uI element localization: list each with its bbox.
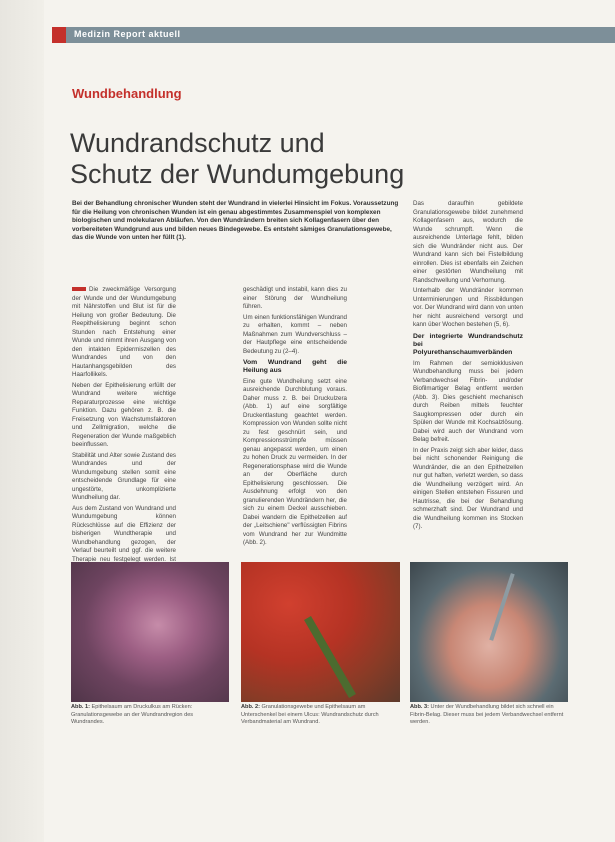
paragraph: Unterhalb der Wundränder kommen Unterminierungen und Rissbildungen vor. Der Wundrand wird dann von unten her nicht ausreichend versorgt und kann über Wochen bestehen (5, 6). [413, 287, 523, 328]
paragraph: Aus dem Zustand von Wundrand und Wundumgebung können Rückschlüsse auf die Effizienz der bisherigen Wundtherapie und Wundbehandlung gezogen, der Verlauf beurteilt und ggf. die weitere Therapie neu festgelegt werden. Ist [72, 504, 176, 563]
photo-detail [304, 616, 356, 698]
title-line-1: Wundrandschutz und [70, 128, 325, 159]
article-lead: Bei der Behandlung chronischer Wunden steht der Wundrand in vielerlei Hinsicht im Fokus. Voraussetzung für die Heilung von chronischen Wunden ist ein genau abgestimmtes Zusammenspiel von komplexen biologischen und molekularen Abläufen. Von den Wundrändern breiten sich Kollagenfasern über den vorbereiteten Wundgrund aus und bilden neues Bindegewebe. Es entsteht sämiges Granulationsgewebe, das die Wunde von unten her füllt (1). [72, 200, 399, 242]
caption-text: Granulationsgewebe und Epithelsaum am Unterschenkel bei einem Ulcus: Wundrandschutz durch Verbandmaterial am Wundrand. [241, 704, 379, 726]
section-kicker: Wundbehandlung [72, 86, 182, 101]
paragraph: Im Rahmen der semiokklusiven Wundbehandlung muss bei jedem Verbandwechsel Fibrin- und/oder Biofilmartiger Belag entfernt werden (Abb. 3). Dies geschieht mechanisch durch Reiben mittels feuchter Saugkompressen oder durch ein Spülen der Wunde mit Kochsalzlösung. Dabei wird auch der Wundrand vom Belag befreit. [413, 359, 523, 444]
caption-label: Abb. 1: [71, 704, 90, 710]
paragraph: Das daraufhin gebildete Granulationsgewebe bildet zunehmend Kollagenfasern aus, wodurch die Wunde schrumpft. Wenn die ausreichende Unterlage fehlt, bilden sich die Wundränder nicht aus. Der Wundrand kann sich bei Fistelbildung einrollen. Dies ist ebenfalls ein Zeichen einer gestörten Wundheilung mit Randschwellung und Verhornung. [413, 200, 523, 284]
caption-text: Unter der Wundbehandlung bildet sich schnell ein Fibrin-Belag. Dieser muss bei jedem Verbandwechsel entfernt werden. [410, 704, 564, 726]
figure-caption-2 [241, 704, 397, 727]
binding-gutter [0, 0, 44, 842]
figure-caption-3 [410, 704, 566, 727]
paragraph-text: Die zweckmäßige Versorgung der Wunde und der Wundumgebung mit Nährstoffen und Blut ist für die Heilung von großer Bedeutung. Die Reepithelisierung beginnt schon Stunden nach Entstehung einer Wunde und nimmt ihren Ausgang von den intakten Epidermiszellen des Wundrandes und von den Hautanhangsgebilden des Haarfollikels. [72, 286, 176, 378]
paragraph: Neben der Epithelisierung erfüllt der Wundrand weitere wichtige Reparaturprozesse eine wichtige Funktion. Dazu gehören z. B. die Freisetzung von Wachstumsfaktoren und Zellmigration, welche die Regeneration der Wunde maßgeblich beeinflussen. [72, 381, 176, 448]
caption-label: Abb. 2: [241, 704, 260, 710]
paragraph: Stabilität und Alter sowie Zustand des Wundrandes und der Wundumgebung stellen somit eine entscheidende Grundlage für eine ungestörte, unkomplizierte Wundheilung dar. [72, 451, 176, 501]
paragraph: Um einen funktionsfähigen Wundrand zu erhalten, kommt – neben Maßnahmen zum Wundverschluss – der Hautpflege eine entscheidende Bedeutung zu (2–4). [243, 313, 347, 355]
text-column-2 [243, 286, 347, 550]
text-column-3 [413, 200, 523, 534]
paragraph [72, 286, 176, 380]
paragraph-start-mark [72, 287, 86, 291]
paragraph: geschädigt und instabil, kann dies zu einer Störung der Wundheilung führen. [243, 286, 347, 310]
subheading: Vom Wundrand geht die Heilung aus [243, 359, 347, 375]
photo-detail [489, 573, 514, 641]
photo-wound-1 [71, 562, 229, 702]
photo-wound-3 [410, 562, 568, 702]
subheading: Der integrierte Wundrandschutz bei Polyurethanschaumverbänden [413, 332, 523, 357]
caption-text: Epithelsaum am Druckulkus am Rücken: Granulationsgewebe an der Wundrandregion des Wundrandes. [71, 704, 194, 726]
title-line-2: Schutz der Wundumgebung [70, 159, 405, 190]
text-column-1 [72, 286, 176, 575]
paragraph: Eine gute Wundheilung setzt eine ausreichende Durchblutung voraus. Daher muss z. B. bei Druckulzera (Abb. 1) auf eine sorgfältige Druckentlastung geachtet werden. Kompression von Wunden sollte nicht zu fest geschnürt sein, und Kompressionsstrümpfe müssen genau angepasst werden, um einen zu hohen Druck zu vermeiden. In der Regenerationsphase wird die Wunde an der Oberfläche durch Epithelisierung geschlossen. Die Ausdehnung erfolgt von den granulierenden Wundrändern her, die sich zu einem Deckel ausschieben. Dabei wandern die Epithelzellen auf der „Leitschiene" verflüssigten Fibrins vom Wundrand her zur Wundmitte (Abb. 2). [243, 377, 347, 547]
rubric-color-mark [52, 27, 66, 43]
caption-label: Abb. 3: [410, 704, 429, 710]
paragraph: In der Praxis zeigt sich aber leider, dass bei nicht schonender Reinigung die Wundränder, die an den Epithelzellen nur gut haften, verletzt werden, so dass die Wundheilung verzögert wird. An einigen Stellen entstehen Fissuren und Hautrisse, die bei der Behandlung schmerzhaft sind. Der Wundrand und die Wundheilung kommen ins Stocken (7). [413, 446, 523, 531]
rubric-label: Medizin Report aktuell [74, 29, 181, 39]
photo-wound-2 [241, 562, 400, 702]
article-title [70, 128, 510, 190]
figure-caption-1 [71, 704, 227, 727]
